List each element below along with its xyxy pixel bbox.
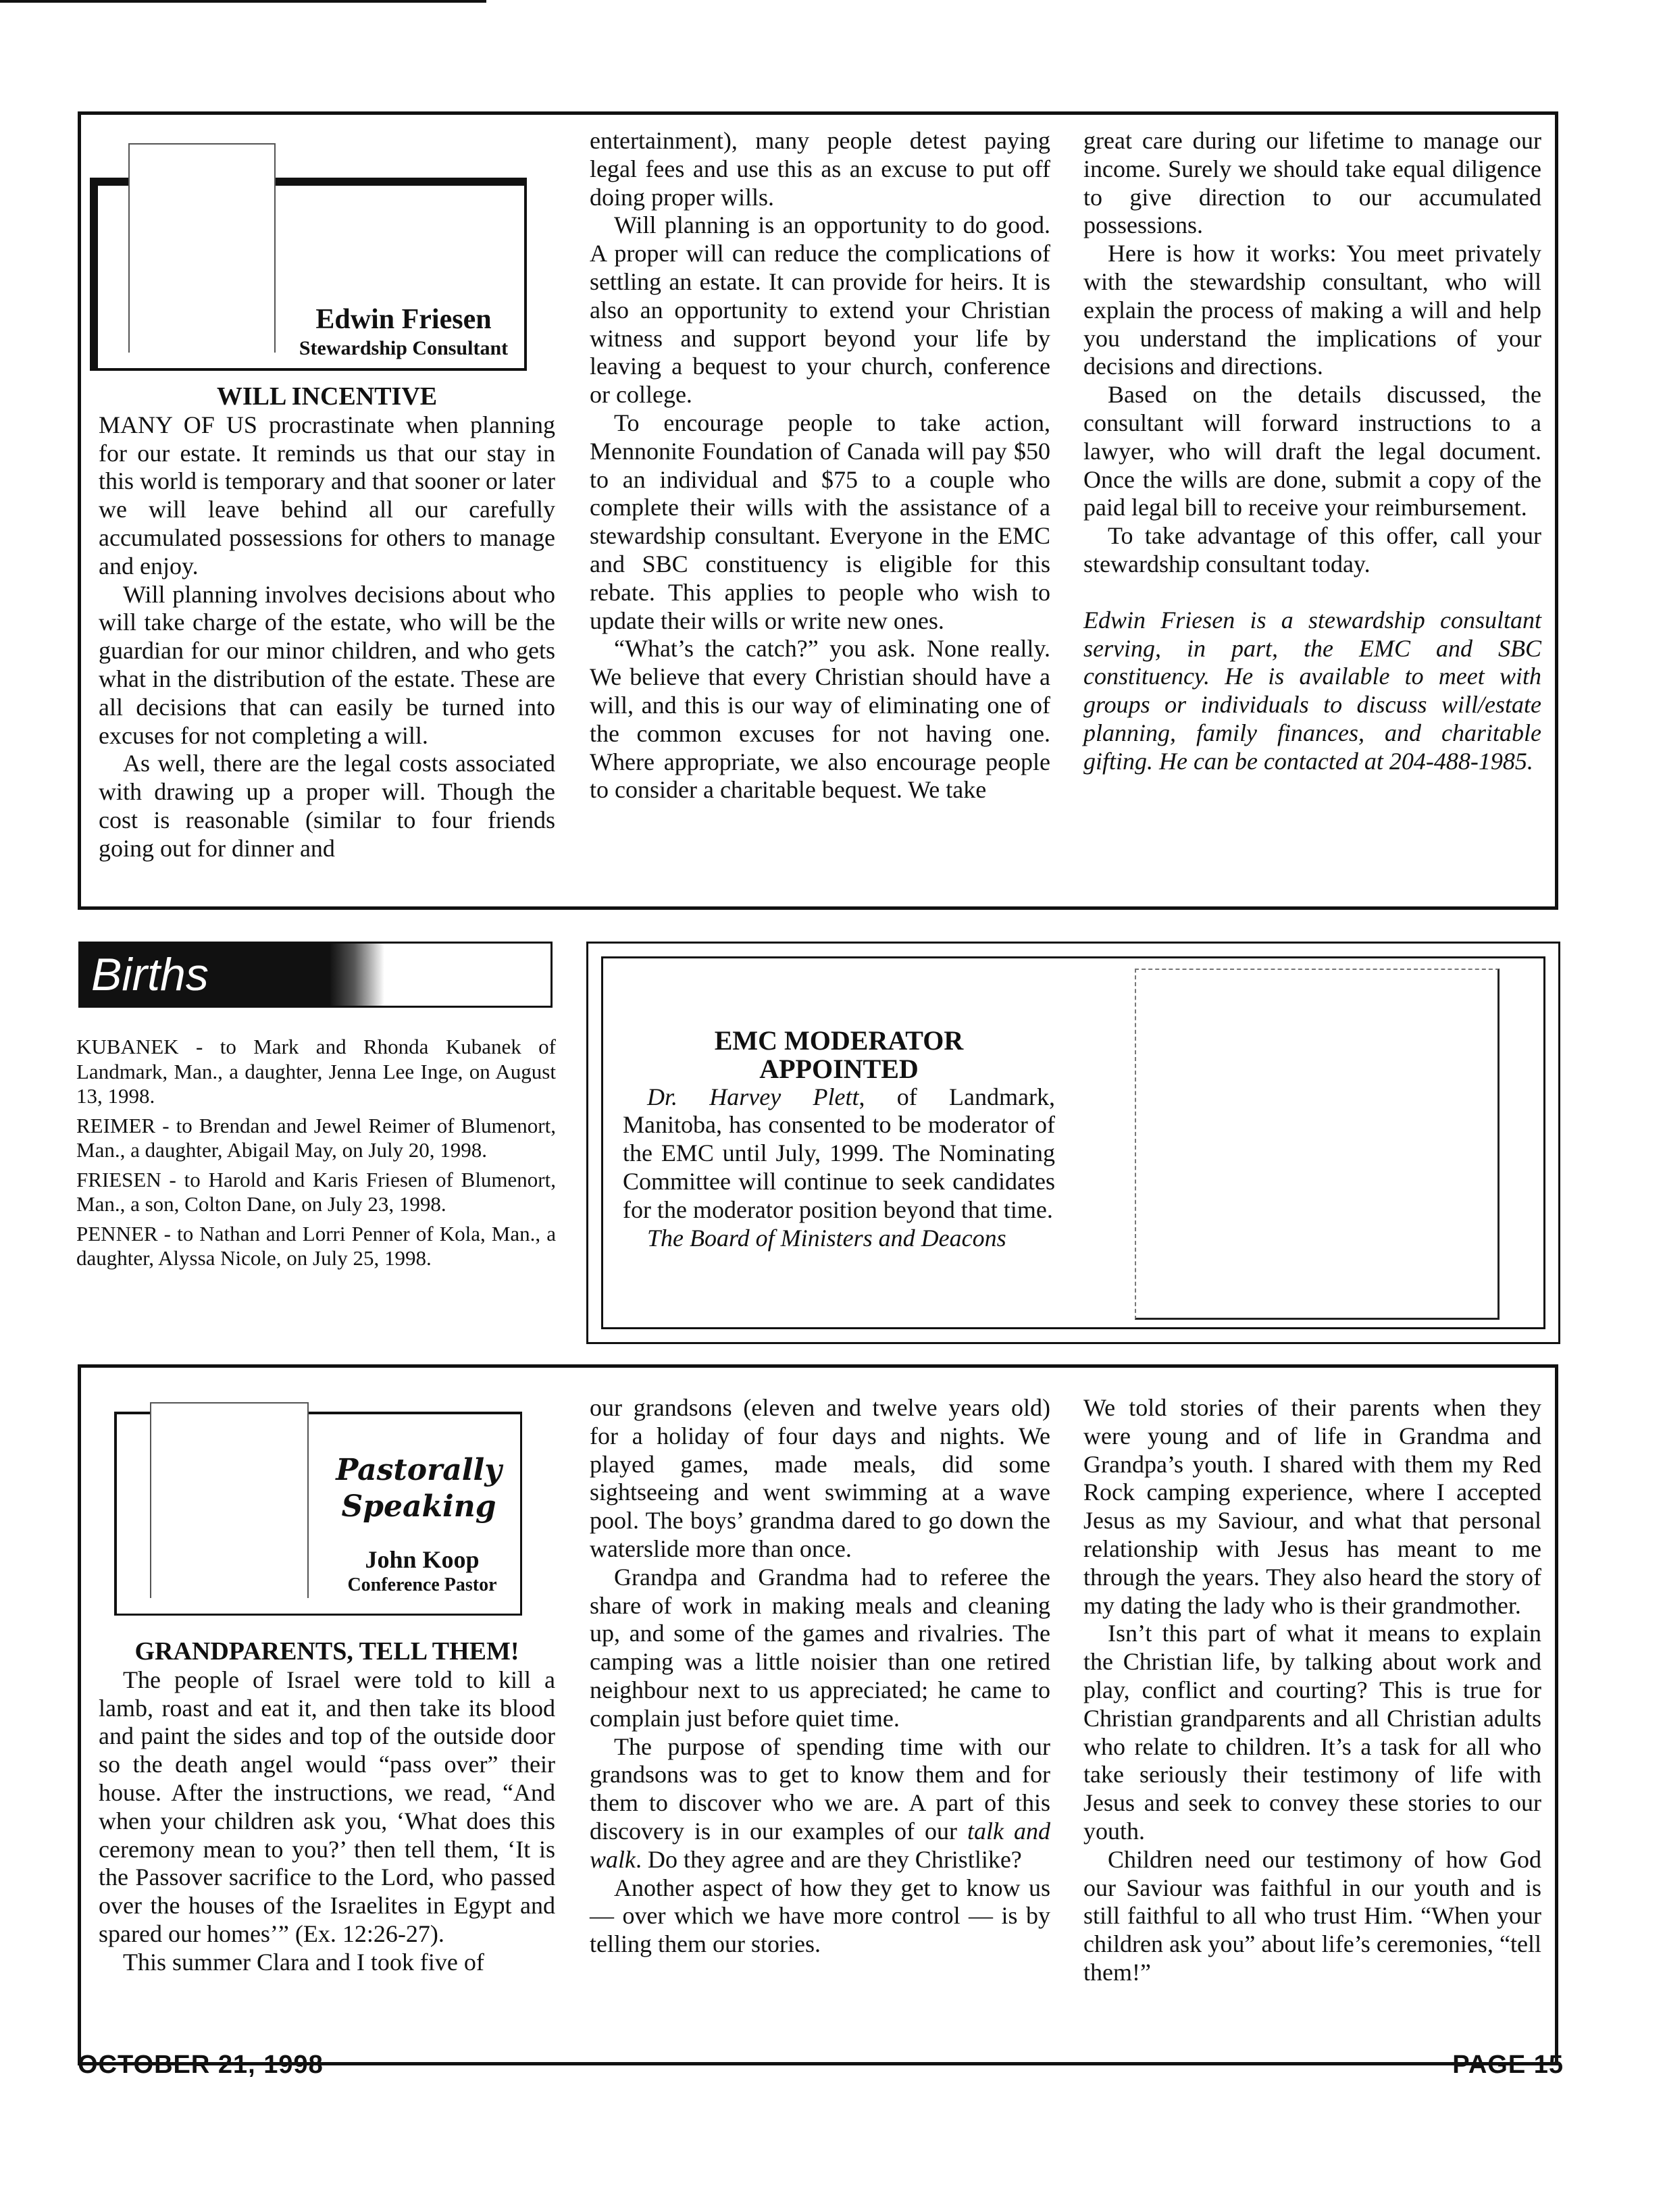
article1-column-3 — [1083, 127, 1541, 776]
moderator-headline-line-1: EMC MODERATOR — [714, 1025, 964, 1056]
births-header — [78, 942, 553, 1008]
moderator-headline-line-2: APPOINTED — [759, 1053, 919, 1084]
author-bio: Edwin Friesen is a stewardship consultant serving, in part, the EMC and SBC constituency. He is available to meet with groups or individuals to discuss will/estate planning, family finances, and charitable gifting. He can be contacted at 204-488-1985. — [1083, 606, 1541, 775]
column-title-line-2: Speaking — [341, 1489, 496, 1524]
article1-paragraph: As well, there are the legal costs associated with drawing up a proper will. Though the cost is reasonable (similar to four friends going out for dinner and — [99, 750, 555, 862]
footer-page-number: PAGE 15 — [1452, 2051, 1564, 2079]
author-title: Stewardship Consultant — [299, 337, 509, 359]
pastor-name: John Koop — [365, 1546, 480, 1573]
article2-headline: GRANDPARENTS, TELL THEM! — [134, 1637, 519, 1666]
author-name: Edwin Friesen — [315, 304, 492, 335]
article1-headline: WILL INCENTIVE — [216, 382, 438, 411]
pastor-byline — [324, 1545, 520, 1597]
birth-announcement: PENNER - to Nathan and Lorri Penner of Kola, Man., a daughter, Alyssa Nicole, on July 25, 1998. — [76, 1221, 556, 1270]
column-title-line-1: Pastorally — [336, 1453, 502, 1487]
moderator-signature: The Board of Ministers and Deacons — [647, 1224, 1006, 1252]
article1-paragraph: Based on the details discussed, the consultant will forward instructions to a lawyer, who will draft the legal document. Once the wills are done, submit a copy of the paid legal bill to receive your reimbursement. — [1083, 381, 1541, 521]
footer-date: OCTOBER 21, 1998 — [78, 2051, 324, 2079]
article2-paragraph: Isn’t this part of what it means to explain the Christian life, by talking about work and play, conflict and courting? This is true for Christian grandparents and all Christian adults who relate to children. It’s a task for all who take seriously their testimony of life with Jesus and seek to convey these stories to our youth. — [1083, 1620, 1541, 1845]
author-photo-john-koop — [150, 1402, 309, 1598]
article1-paragraph: MANY OF US procrastinate when planning for our estate. It reminds us that our stay in this world is temporary and that sooner or later we will leave behind all our carefully accumulated possessions for others to manage and enjoy. — [99, 411, 555, 580]
article1-paragraph: great care during our lifetime to manage our income. Surely we should take equal diligence to give direction to our accumulated possessions. — [1083, 127, 1541, 239]
article2-text: . Do they agree and are they Christlike? — [636, 1845, 1022, 1873]
article2-column-1 — [99, 1638, 555, 1977]
article2-paragraph: our grandsons (eleven and twelve years old) for a holiday of four days and nights. We played games, made meals, did some sightseeing and went swimming at a wave pool. The boys’ grandma dared to go down the waterslide more than once. — [590, 1394, 1050, 1562]
article2-paragraph: Children need our testimony of how God our Saviour was faithful in our youth and is still faithful to all who trust Him. “When your children ask you” about life’s ceremonies, “tell them!” — [1083, 1845, 1541, 1986]
author-photo-edwin-friesen — [128, 143, 276, 353]
article2-text: The purpose of spending time with our grandsons was to get to know them and for them to discover who we are. A part of this discovery is in our examples of our — [590, 1732, 1050, 1845]
article1-column-1 — [99, 383, 555, 863]
article2-column-2 — [590, 1394, 1050, 1959]
birth-announcement: FRIESEN - to Harold and Karis Friesen of Blumenort, Man., a son, Colton Dane, on July 23, 1998. — [76, 1167, 556, 1216]
moderator-announcement — [623, 1027, 1055, 1252]
article2-paragraph: Grandpa and Grandma had to referee the share of work in making meals and cleaning up, and some of the games and rivalries. The camping was a little noisier than one retired neighbour next to us appreciated; he came to complain just before quiet time. — [590, 1563, 1050, 1732]
article1-paragraph: To encourage people to take action, Mennonite Foundation of Canada will pay $50 to an individual and $75 to a couple who complete their wills with the assistance of a stewardship consultant. Everyone in the EMC and SBC constituency is eligible for this rebate. This applies to people who wish to update their wills or write new ones. — [590, 409, 1050, 634]
article2-emphasis: talk and walk — [590, 1817, 1050, 1873]
article2-column-3 — [1083, 1394, 1541, 1987]
article2-paragraph: Another aspect of how they get to know us — over which we have more control — is by telling them our stories. — [590, 1874, 1050, 1958]
moderator-name: Dr. Harvey Plett — [647, 1083, 859, 1110]
article2-paragraph: The people of Israel were told to kill a lamb, roast and eat it, and then take its blood and paint the sides and top of the outside door so the death angel would “pass over” their house. After the instructions, we read, “And when your children ask you, ‘What does this ceremony mean to you?’ then tell them, ‘It is the Passover sacrifice to the Lord, who passed over the houses of the Israelites in Egypt and spared our homes’” (Ex. 12:26-27). — [99, 1666, 555, 1947]
article1-paragraph: entertainment), many people detest paying legal fees and use this as an excuse to put off doing proper wills. — [590, 127, 1050, 211]
top-rule — [0, 0, 486, 3]
article1-paragraph: Will planning involves decisions about who will take charge of the estate, who will be the guardian for our minor children, and who gets what in the distribution of the estate. These are all decisions that can easily be turned into excuses for not completing a will. — [99, 580, 555, 749]
birth-announcement: KUBANEK - to Mark and Rhonda Kubanek of Landmark, Man., a daughter, Jenna Lee Inge, on August 13, 1998. — [76, 1035, 556, 1108]
article1-paragraph: “What’s the catch?” you ask. None really. We believe that every Christian should have a will, and this is our way of eliminating one of the common excuses for not having one. Where appropriate, we also encourage people to consider a charitable bequest. We take — [590, 635, 1050, 804]
article2-paragraph: We told stories of their parents when they were young and of life in Grandma and Grandpa’s youth. I shared with them my Red Rock camping experience, where I accepted Jesus as my Saviour, and what that personal relationship with Jesus has meant to me through the years. They also heard the story of my dating the lady who is their grandmother. — [1083, 1394, 1541, 1619]
moderator-body: , of Landmark, Manitoba, has consented to be moderator of the EMC until July, 1999. The Nominating Committee will continue to seek candidates for the moderator position beyond that time. — [623, 1083, 1055, 1223]
article1-column-2 — [590, 127, 1050, 804]
births-title: Births — [91, 949, 209, 1000]
article1-paragraph: Will planning is an opportunity to do good. A proper will can reduce the complications of settling an estate. It can provide for heirs. It is also an opportunity to extend your Christian witness and support beyond your life by leaving a bequest to your church, conference or college. — [590, 211, 1050, 409]
pastor-title: Conference Pastor — [347, 1574, 497, 1595]
article1-paragraph: To take advantage of this offer, call your stewardship consultant today. — [1083, 522, 1541, 577]
pastorally-speaking-logo — [317, 1452, 520, 1525]
article2-paragraph: This summer Clara and I took five of — [123, 1948, 484, 1976]
author-byline — [284, 303, 523, 361]
births-list — [76, 1035, 556, 1276]
article2-paragraph — [590, 1733, 1050, 1874]
birth-announcement: REIMER - to Brendan and Jewel Reimer of Blumenort, Man., a daughter, Abigail May, on July 20, 1998. — [76, 1113, 556, 1162]
article1-paragraph: Here is how it works: You meet privately with the stewardship consultant, who will explain the process of making a will and help you understand the implications of your decisions and directions. — [1083, 240, 1541, 380]
moderator-photo — [1135, 969, 1500, 1320]
